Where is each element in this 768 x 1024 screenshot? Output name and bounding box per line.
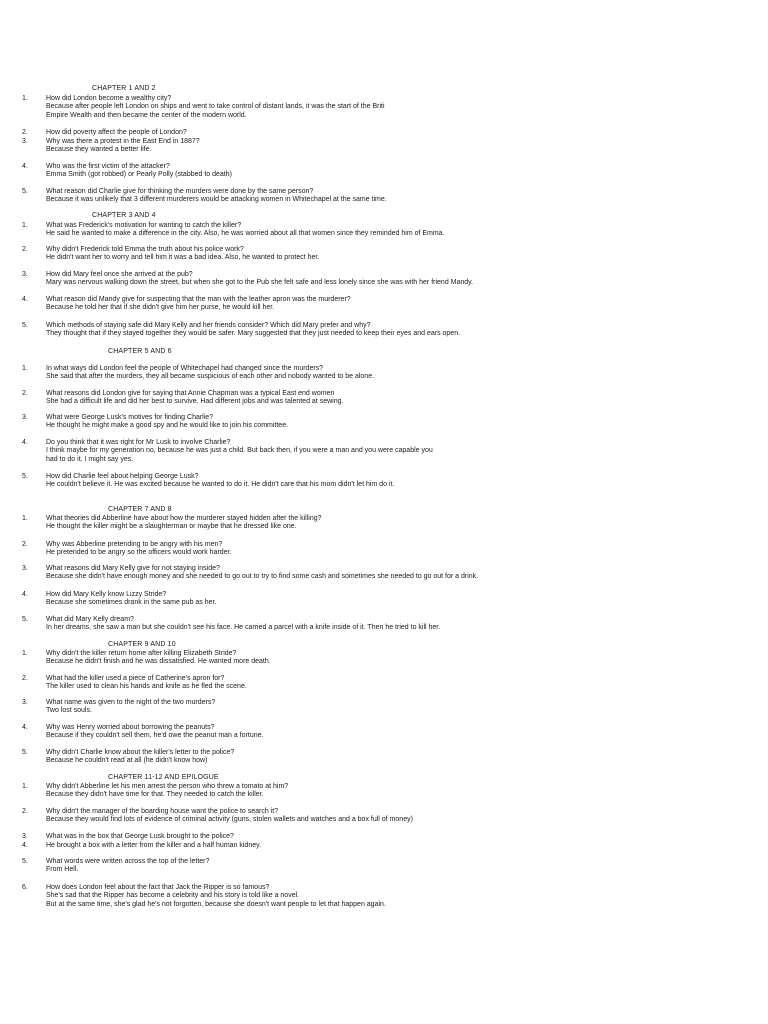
question-text: How did poverty affect the people of London? [46, 129, 187, 136]
question-text: What did Mary Kelly dream? [46, 616, 134, 623]
question-text: Why didn't Abberline let his men arrest the person who threw a tomato at him? [46, 783, 289, 790]
item-number: 5. [22, 749, 28, 756]
answer-text: Because she sometimes drank in the same pub as her. [46, 599, 217, 607]
question-text: Which methods of staying safe did Mary Kelly and her friends consider? Which did Mary prefer and why? [46, 322, 371, 329]
item-number: 5. [22, 322, 28, 329]
question-text: Why was Henry worried about borrowing the peanuts? [46, 724, 215, 731]
item-number: 2. [22, 541, 28, 548]
answer-text: Because they wanted a better life. [46, 146, 152, 154]
item-number: 1. [22, 783, 28, 790]
question-text: How did Mary feel once she arrived at the pub? [46, 271, 193, 278]
question-text: Why didn't the manager of the boarding house want the police to search it? [46, 808, 279, 815]
question-text: What words were written across the top of the letter? [46, 858, 210, 865]
item-number: 2. [22, 129, 28, 136]
answer-text: They thought that if they stayed together they would be safer. Mary suggested that they just needed to keep their eyes and ears open. [46, 330, 461, 338]
item-number: 3. [22, 699, 28, 706]
question-text: In what ways did London feel the people of Whitechapel had changed since the murders? [46, 365, 324, 372]
item-number: 5. [22, 616, 28, 623]
answer-text: had to do it. I might say yes. [46, 455, 134, 463]
answer-text: Because they would find lots of evidence of criminal activity (guns, stolen wallets and watches and a box full of money) [46, 816, 413, 824]
item-number: 1. [22, 515, 28, 522]
answer-text: Because he told her that if she didn't give him her purse, he would kill her. [46, 304, 275, 312]
item-number: 4. [22, 724, 28, 731]
chapter-heading: CHAPTER 11-12 AND EPILOGUE [108, 774, 219, 781]
answer-text: Two lost souls. [46, 707, 92, 715]
question-text: Why didn't Charlie know about the killer's letter to the police? [46, 749, 235, 756]
item-number: 4. [22, 591, 28, 598]
answer-text: She had a difficult life and did her best to survive. Had different jobs and was talented at sewing. [46, 398, 344, 406]
chapter-heading: CHAPTER 3 AND 4 [92, 212, 156, 219]
item-number: 1. [22, 650, 28, 657]
question-text: What reasons did London give for saying that Annie Chapman was a typical East end women [46, 390, 335, 397]
item-number: 5. [22, 858, 28, 865]
question-text: Why was there a protest in the East End in 1887? [46, 138, 200, 145]
item-number: 3. [22, 833, 28, 840]
item-number: 2. [22, 246, 28, 253]
item-number: 1. [22, 222, 28, 229]
chapter-heading: CHAPTER 9 AND 10 [108, 641, 176, 648]
question-text: What reason did Mandy give for suspecting that the man with the leather apron was the murderer? [46, 296, 351, 303]
item-number: 2. [22, 808, 28, 815]
question-text: How does London feel about the fact that Jack the Ripper is so famous? [46, 884, 270, 891]
answer-text: I think maybe for my generation no, because he was just a child. But back then, if you were a man and you were capable you [46, 447, 433, 455]
answer-text: Because he couldn't read at all (he didn't know how) [46, 757, 208, 765]
chapter-heading: CHAPTER 5 AND 6 [108, 348, 172, 355]
question-text: What was Frederick's motivation for wanting to catch the killer? [46, 222, 242, 229]
question-text: What had the killer used a piece of Catherine's apron for? [46, 675, 225, 682]
question-text: Why didn't the killer return home after killing Elizabeth Stride? [46, 650, 237, 657]
item-number: 1. [22, 365, 28, 372]
item-number: 4. [22, 296, 28, 303]
item-number: 3. [22, 271, 28, 278]
item-number: 1. [22, 95, 28, 102]
item-number: 6. [22, 884, 28, 891]
question-text: Who was the first victim of the attacker? [46, 163, 170, 170]
question-text: What reason did Charlie give for thinking the murders were done by the same person? [46, 188, 314, 195]
answer-text: She said that after the murders, they all became suspicious of each other and nobody wanted to be alone. [46, 373, 375, 381]
item-number: 2. [22, 390, 28, 397]
item-number: 4. [22, 163, 28, 170]
item-number: 4. [22, 842, 28, 849]
answer-text: Empire Wealth and then became the center of the modern world. [46, 111, 247, 119]
answer-text: In her dreams, she saw a man but she couldn't see his face. He carried a parcel with a knife inside of it. Then he tried to kill her. [46, 624, 441, 632]
question-text: How did Mary Kelly know Lizzy Stride? [46, 591, 167, 598]
item-number: 3. [22, 414, 28, 421]
answer-text: Because after people left London on ships and went to take control of distant lands, it was the start of the Briti [46, 103, 385, 111]
question-text: What name was given to the night of the two murders? [46, 699, 216, 706]
question-text: Why didn't Frederick told Emma the truth about his police work? [46, 246, 244, 253]
answer-text: Because she didn't have enough money and she needed to go out to try to find some cash and sometimes she needed to go out for a drink. [46, 573, 479, 581]
item-number: 4. [22, 439, 28, 446]
answer-text: He didn't want her to worry and tell him it was a bad idea. Also, he wanted to protect her. [46, 254, 320, 262]
question-text: How did Charlie feel about helping George Lusk? [46, 473, 199, 480]
answer-text: Because if they couldn't sell them, he'd owe the peanut man a fortune. [46, 732, 264, 740]
answer-text: The killer used to clean his hands and knife as he fled the scene. [46, 683, 247, 691]
answer-text: Emma Smith (got robbed) or Pearly Polly (stabbed to death) [46, 171, 232, 179]
answer-text: But at the same time, she's glad he's not forgotten, because she doesn't want people to let that happen again. [46, 900, 386, 908]
item-number: 5. [22, 188, 28, 195]
question-text: What reasons did Mary Kelly give for not staying inside? [46, 565, 220, 572]
answer-text: He pretended to be angry so the officers would work harder. [46, 549, 232, 557]
question-text: What was in the box that George Lusk brought to the police? [46, 833, 234, 840]
answer-text: Because he didn't finish and he was dissatisfied. He wanted more death. [46, 658, 271, 666]
answer-text: He thought the killer might be a slaughterman or maybe that he dressed like one. [46, 523, 297, 531]
item-number: 2. [22, 675, 28, 682]
item-number: 3. [22, 565, 28, 572]
question-text: Why was Abberline pretending to be angry with his men? [46, 541, 223, 548]
answer-text: He brought a box with a letter from the killer and a half human kidney. [46, 842, 262, 849]
item-number: 3. [22, 138, 28, 145]
question-text: How did London become a wealthy city? [46, 95, 172, 102]
answer-text: From Hell. [46, 866, 79, 874]
chapter-heading: CHAPTER 7 AND 8 [108, 506, 172, 513]
item-number: 5. [22, 473, 28, 480]
answer-text: Because they didn't have time for that. They needed to catch the killer. [46, 791, 264, 799]
answer-text: He said he wanted to make a difference in the city. Also, he was worried about all that women since they reminded him of Emma. [46, 230, 445, 238]
answer-text: He couldn't believe it. He was excited because he wanted to do it. He didn't care that his mom didn't let him do it. [46, 481, 395, 489]
answer-text: Mary was nervous walking down the street, but when she got to the Pub she felt safe and less lonely since she was with her friend Mandy. [46, 279, 474, 287]
chapter-heading: CHAPTER 1 AND 2 [92, 85, 156, 92]
answer-text: She's sad that the Ripper has become a celebrity and his story is told like a novel. [46, 892, 300, 900]
question-text: What were George Lusk's motives for finding Charlie? [46, 414, 214, 421]
question-text: Do you think that it was right for Mr Lusk to involve Charlie? [46, 439, 231, 446]
question-text: What theories did Abberline have about how the murderer stayed hidden after the killing? [46, 515, 322, 522]
answer-text: He thought he might make a good spy and he would like to join his committee. [46, 422, 289, 430]
answer-text: Because it was unlikely that 3 different murderers would be attacking women in Whitechapel at the same time. [46, 196, 387, 204]
